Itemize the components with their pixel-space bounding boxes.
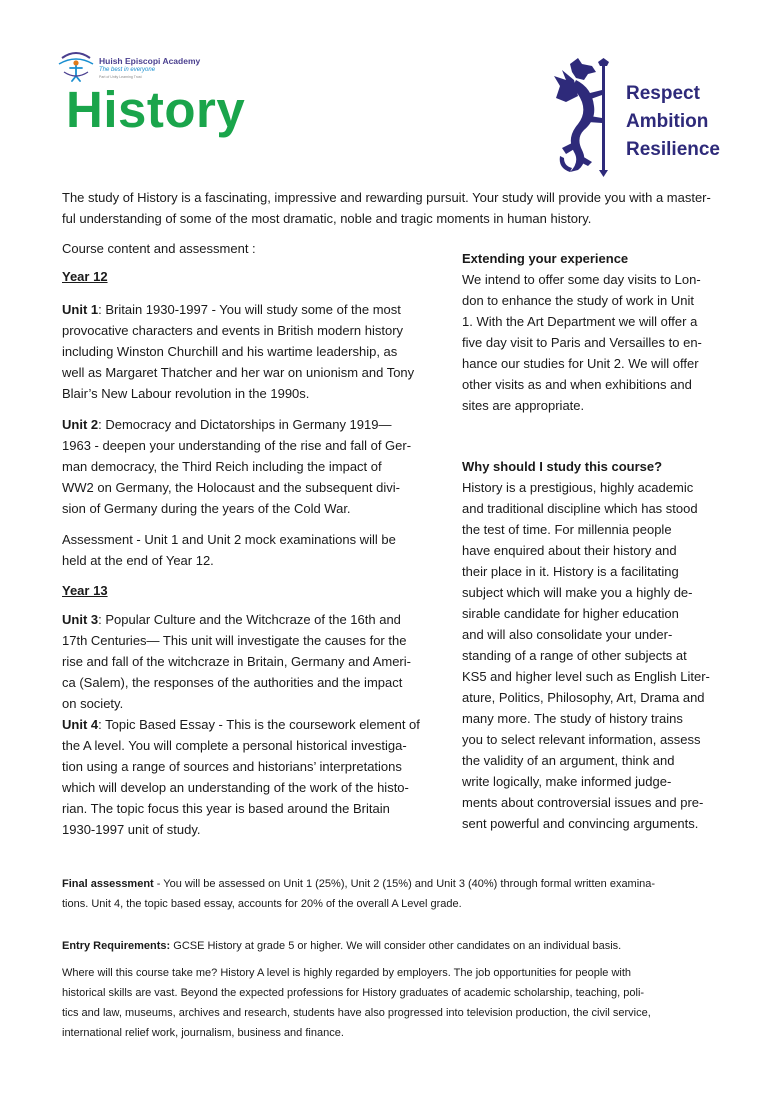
why-line: and traditional discipline which has stood [462, 501, 698, 516]
crest-emblem [552, 58, 618, 178]
why-line: write logically, make informed judge- [462, 774, 672, 789]
assessment-line: held at the end of Year 12. [62, 553, 214, 568]
school-logo-icon [56, 50, 96, 82]
intro-line: ful understanding of some of the most dramatic, noble and tragic moments in human history. [62, 211, 592, 226]
why-line: the test of time. For millennia people [462, 522, 672, 537]
unit2-line: sion of Germany during the years of the Cold War. [62, 501, 351, 516]
left-column [62, 238, 442, 840]
year13-heading: Year 13 [62, 583, 108, 598]
school-tagline: The best in everyone [99, 67, 156, 73]
extending-line: other visits as and when exhibitions and [462, 377, 692, 392]
final-assessment-line: - You will be assessed on Unit 1 (25%), Unit 2 (15%) and Unit 3 (40%) through formal written examina- [153, 878, 656, 890]
dragon-crest-icon [552, 58, 618, 178]
extending-line: five day visit to Paris and Versailles to en- [462, 335, 702, 350]
unit3-label: Unit 3 [62, 612, 99, 627]
career-line: historical skills are vast. Beyond the expected professions for History graduates of academic scholarship, teaching, poli- [62, 987, 645, 999]
intro-paragraph [62, 187, 732, 229]
unit1-line: provocative characters and events in British modern history [62, 323, 404, 338]
why-line: and will also consolidate your under- [462, 627, 673, 642]
value-respect: Respect [626, 83, 700, 104]
why-line: many more. The study of history trains [462, 711, 683, 726]
why-line: ments about controversial issues and pre- [462, 795, 704, 810]
extending-line: don to enhance the study of work in Unit [462, 293, 694, 308]
intro-line: The study of History is a fascinating, impressive and rewarding pursuit. Your study will provide you with a master- [62, 190, 711, 205]
why-line: ature, Politics, Philosophy, Art, Drama and [462, 690, 705, 705]
why-line: KS5 and higher level such as English Liter- [462, 669, 710, 684]
final-assessment [62, 874, 732, 914]
right-column [462, 248, 752, 834]
unit1-line: : Britain 1930-1997 - You will study some of the most [98, 302, 401, 317]
why-line: have enquired about their history and [462, 543, 677, 558]
extending-paragraph [462, 269, 752, 416]
unit4-line: : Topic Based Essay - This is the coursework element of [98, 717, 420, 732]
entry-requirements-label: Entry Requirements: [62, 940, 171, 952]
why-line: sirable candidate for higher education [462, 606, 679, 621]
assessment-paragraph [62, 529, 442, 571]
unit4-line: rian. The topic focus this year is based around the Britain [62, 801, 390, 816]
unit2-paragraph [62, 414, 442, 519]
unit2-line: man democracy, the Third Reich including the impact of [62, 459, 382, 474]
unit4-paragraph [62, 714, 442, 840]
why-paragraph [462, 477, 752, 834]
unit2-line: WW2 on Germany, the Holocaust and the subsequent divi- [62, 480, 400, 495]
assessment-line: Assessment - Unit 1 and Unit 2 mock examinations will be [62, 532, 396, 547]
unit4-line: which will develop an understanding of the work of the histo- [62, 780, 409, 795]
entry-requirements-text: GCSE History at grade 5 or higher. We will consider other candidates on an individual basis. [170, 940, 622, 952]
why-line: you to select relevant information, assess [462, 732, 701, 747]
extending-line: hance our studies for Unit 2. We will offer [462, 356, 699, 371]
why-line: standing of a range of other subjects at [462, 648, 687, 663]
career-line: international relief work, journalism, business and finance. [62, 1027, 344, 1039]
unit3-line: 17th Centuries— This unit will investigate the causes for the [62, 633, 407, 648]
why-line: the validity of an argument, think and [462, 753, 675, 768]
unit2-label: Unit 2 [62, 417, 99, 432]
why-line: sent powerful and convincing arguments. [462, 816, 699, 831]
unit2-line: : Democracy and Dictatorships in Germany 1919— [98, 417, 392, 432]
why-heading: Why should I study this course? [462, 459, 663, 474]
unit4-label: Unit 4 [62, 717, 99, 732]
unit4-line: the A level. You will complete a personal historical investiga- [62, 738, 407, 753]
unit1-line: including Winston Churchill and his wartime leadership, as [62, 344, 398, 359]
course-content-label: Course content and assessment : [62, 241, 256, 256]
year12-heading: Year 12 [62, 269, 108, 284]
extending-line: We intend to offer some day visits to Lon- [462, 272, 701, 287]
school-logo [56, 50, 206, 82]
unit1-paragraph [62, 299, 442, 404]
extending-heading: Extending your experience [462, 251, 629, 266]
unit3-line: on society. [62, 696, 124, 711]
unit3-line: rise and fall of the witchcraze in Britain, Germany and Ameri- [62, 654, 411, 669]
career-paragraph [62, 963, 732, 1043]
extending-line: sites are appropriate. [462, 398, 585, 413]
entry-requirements [62, 936, 732, 956]
page-title: History [66, 81, 246, 138]
unit3-line: : Popular Culture and the Witchcraze of the 16th and [98, 612, 401, 627]
why-line: History is a prestigious, highly academic [462, 480, 694, 495]
unit3-line: ca (Salem), the responses of the authorities and the impact [62, 675, 403, 690]
school-name: Huish Episcopi Academy [99, 56, 201, 66]
final-assessment-line: tions. Unit 4, the topic based essay, accounts for 20% of the overall A Level grade. [62, 898, 462, 910]
value-ambition: Ambition [626, 111, 709, 132]
unit1-line: Blair’s New Labour revolution in the 1990s. [62, 386, 310, 401]
unit2-line: 1963 - deepen your understanding of the rise and fall of Ger- [62, 438, 412, 453]
unit4-line: tion using a range of sources and historians’ interpretations [62, 759, 402, 774]
why-line: their place in it. History is a facilitating [462, 564, 679, 579]
why-line: subject which will make you a highly de- [462, 585, 693, 600]
extending-line: 1. With the Art Department we will offer a [462, 314, 698, 329]
career-line: Where will this course take me? History A level is highly regarded by employers. The job opportunities for people with [62, 967, 632, 979]
final-assessment-label: Final assessment [62, 878, 154, 890]
school-subtext: Part of Unity Learning Trust [99, 75, 142, 79]
unit4-line: 1930-1997 unit of study. [62, 822, 201, 837]
unit1-line: well as Margaret Thatcher and her war on unionism and Tony [62, 365, 415, 380]
unit3-paragraph [62, 609, 442, 714]
school-values [626, 80, 720, 164]
value-resilience: Resilience [626, 139, 720, 160]
career-line: tics and law, museums, archives and research, students have also progressed into television production, the civil service, [62, 1007, 651, 1019]
unit1-label: Unit 1 [62, 302, 99, 317]
